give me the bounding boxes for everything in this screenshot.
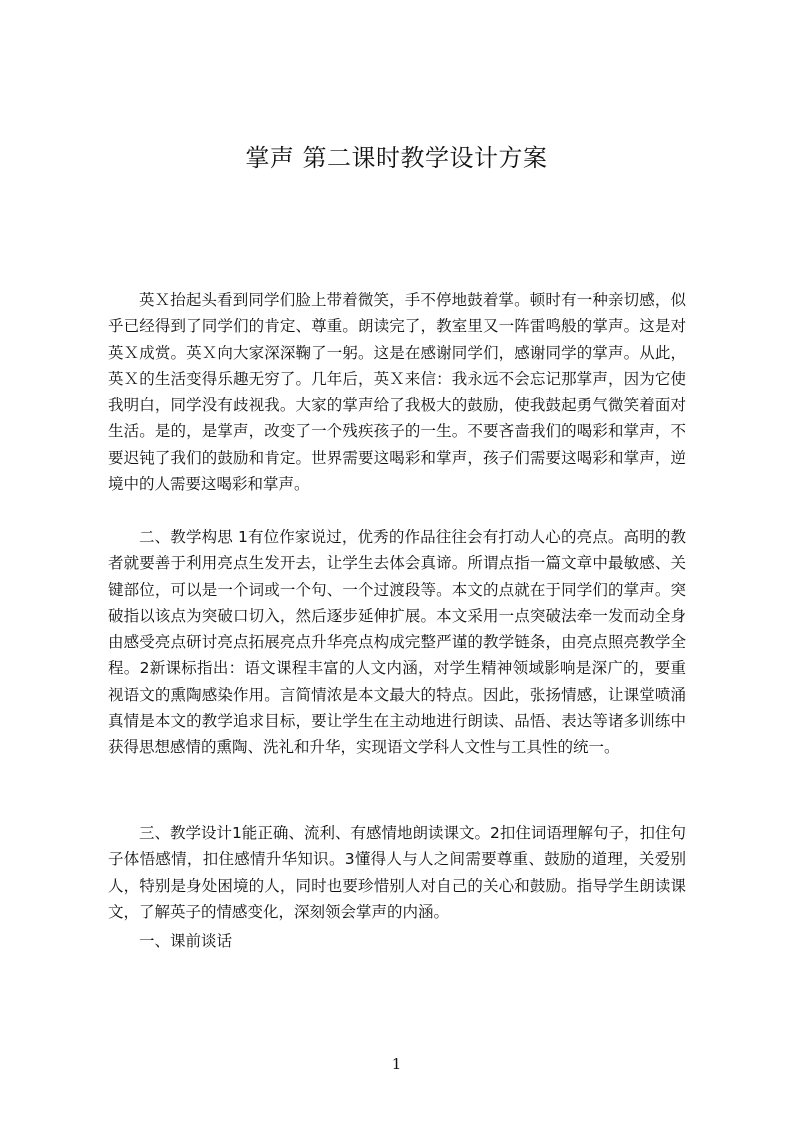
section-heading: 一、课前谈话 — [139, 932, 233, 950]
body-paragraph-1: 英Ｘ抬起头看到同学们脸上带着微笑，手不停地鼓着掌。顿时有一种亲切感，似乎已经得到了同学们的肯定、尊重。朗读完了，教室里又一阵雷鸣般的掌声。这是对英Ｘ成赏。英Ｘ向大家深深鞠了一躬。这是在感谢同学们，感谢同学的掌声。从此，英Ｘ的生活变得乐趣无穷了。几年后，英Ｘ来信：我永远不会忘记那掌声，因为它使我明白，同学没有歧视我。大家的掌声给了我极大的鼓励，使我鼓起勇气微笑着面对生活。是的，是掌声，改变了一个残疾孩子的一生。不要吝啬我们的喝彩和掌声，不要迟钝了我们的鼓励和肯定。世界需要这喝彩和掌声，孩子们需要这喝彩和掌声，逆境中的人需要这喝彩和掌声。 — [108, 291, 686, 494]
page-title: 掌声 第二课时教学设计方案 — [245, 144, 548, 172]
page-number: 1 — [391, 1055, 402, 1073]
body-paragraph-3: 三、教学设计1能正确、流利、有感情地朗读课文。2扣住词语理解句子，扣住句子体悟感情，扣住感情升华知识。3懂得人与人之间需要尊重、鼓励的道理，关爱别人，特别是身处困境的人，同时也要珍惜别人对自己的关心和鼓励。指导学生朗读课文，了解英子的情感变化，深刻领会掌声的内涵。 — [108, 824, 686, 921]
body-paragraph-2: 二、教学构思 1有位作家说过，优秀的作品往往会有打动人心的亮点。高明的教者就要善于利用亮点生发开去，让学生去体会真谛。所谓点指一篇文章中最敏感、关键部位，可以是一个词或一个句、一个过渡段等。本文的点就在于同学们的掌声。突破指以该点为突破口切入，然后逐步延伸扩展。本文采用一点突破法牵一发而动全身由感受亮点研讨亮点拓展亮点升华亮点构成完整严谨的教学链条，由亮点照亮教学全程。2新课标指出：语文课程丰富的人文内涵，对学生精神领域影响是深广的，要重视语文的熏陶感染作用。言简情浓是本文最大的特点。因此，张扬情感，让课堂喷涌真情是本文的教学追求目标，要让学生在主动地进行朗读、品悟、表达等诸多训练中获得思想感情的熏陶、洗礼和升华，实现语文学科人文性与工具性的统一。 — [108, 528, 686, 757]
